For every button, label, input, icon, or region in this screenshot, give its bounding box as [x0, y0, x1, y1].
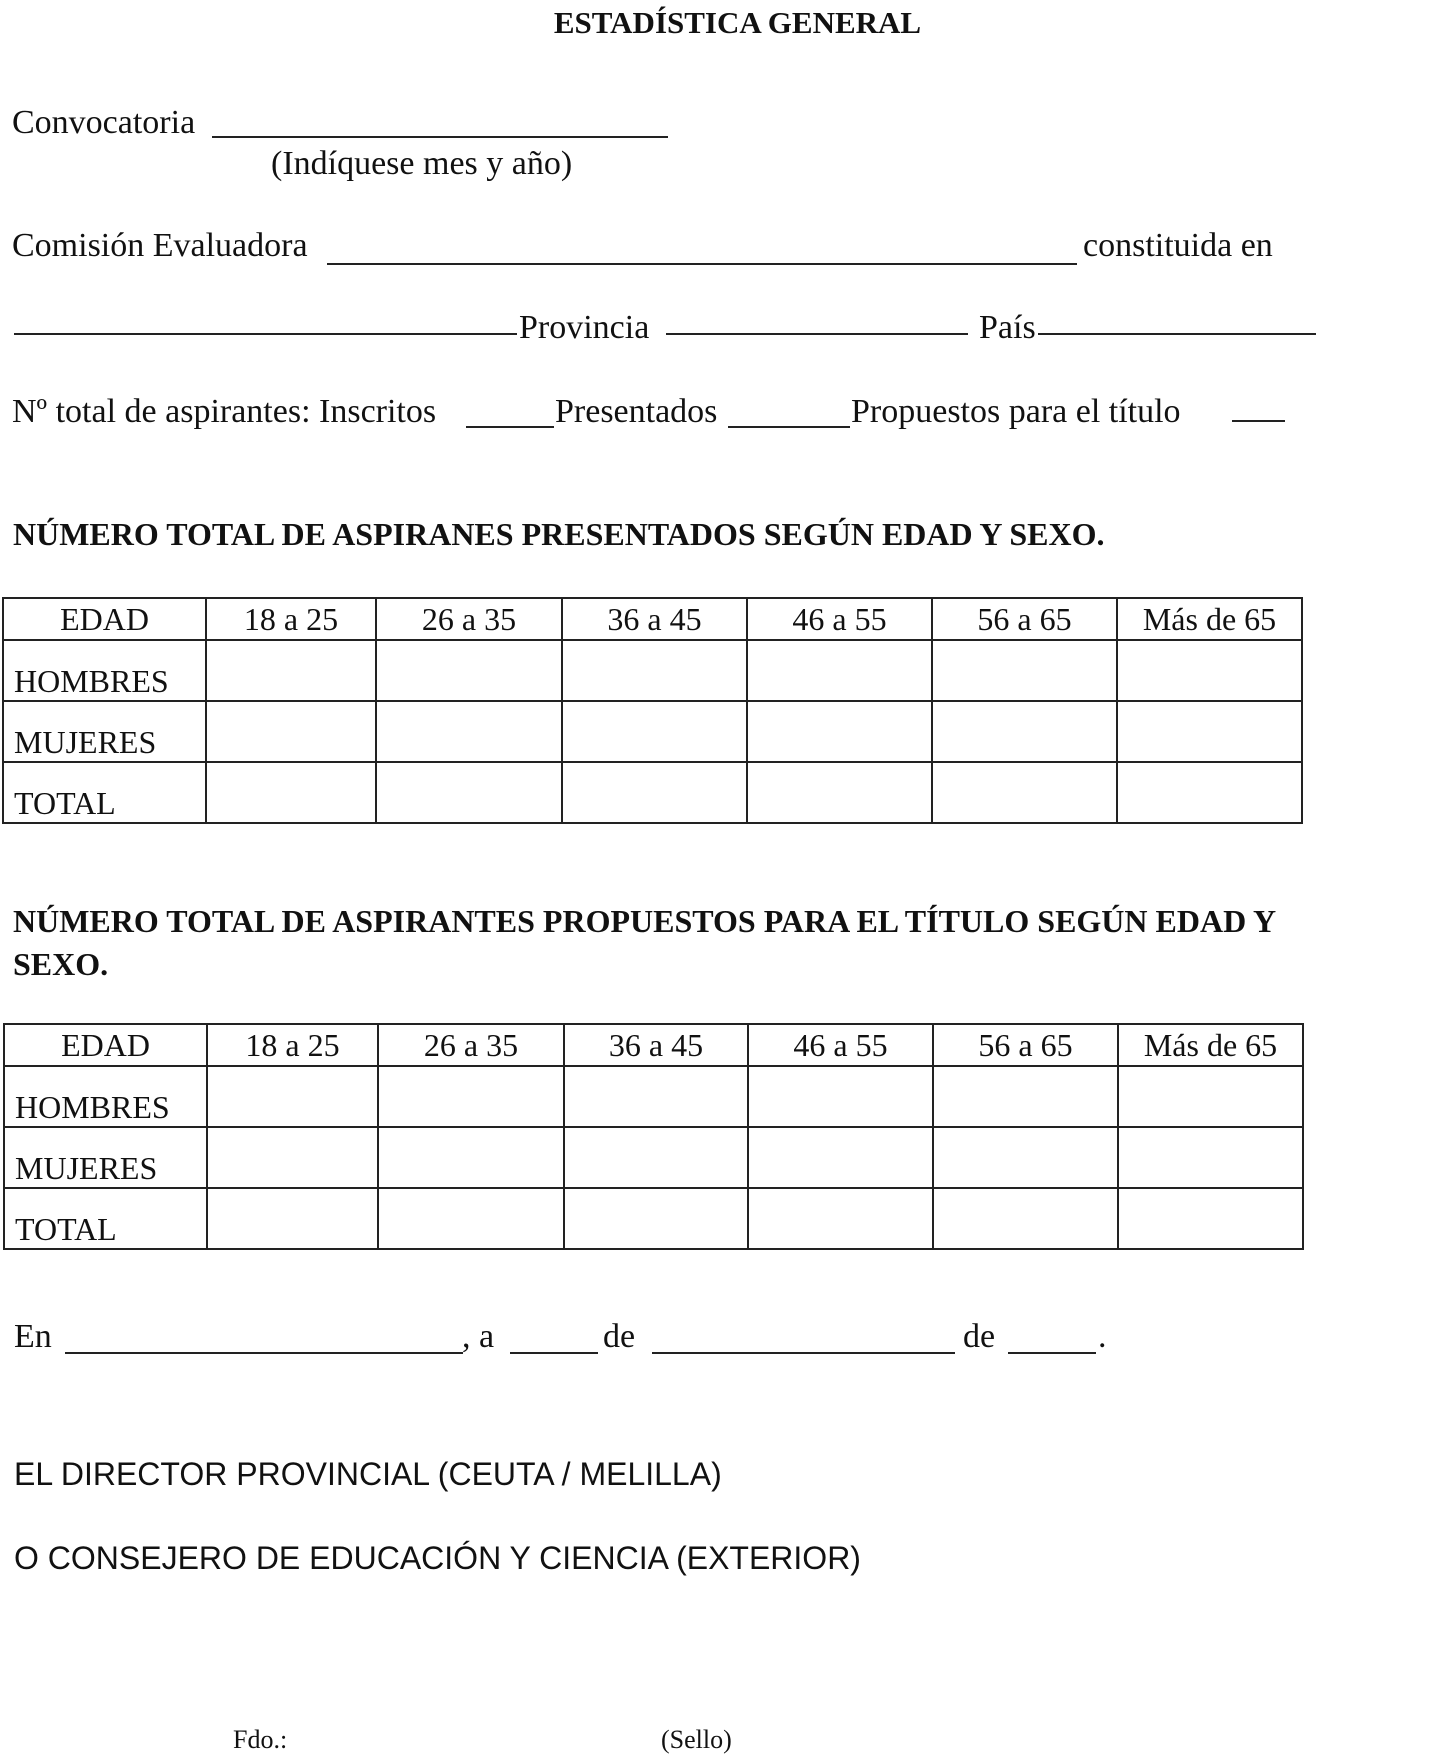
header-cell: 46 a 55 [748, 1024, 933, 1066]
sello-label: (Sello) [661, 1725, 732, 1754]
header-cell: 56 a 65 [932, 598, 1117, 640]
input-cell[interactable] [933, 1127, 1118, 1188]
section2-heading-line2: SEXO. [13, 946, 109, 982]
input-cell[interactable] [376, 640, 562, 701]
date-dot: . [1098, 1318, 1107, 1355]
input-cell[interactable] [1117, 701, 1302, 762]
input-cell[interactable] [207, 1066, 378, 1127]
convocatoria-field[interactable] [212, 136, 668, 138]
header-cell: 46 a 55 [747, 598, 932, 640]
comision-field[interactable] [327, 263, 1077, 265]
input-cell[interactable] [748, 1066, 933, 1127]
provincia-field[interactable] [666, 333, 968, 335]
input-cell[interactable] [378, 1127, 564, 1188]
year-field[interactable] [1008, 1352, 1096, 1354]
date-de2-label: de [963, 1318, 996, 1355]
input-cell[interactable] [207, 1188, 378, 1249]
input-cell[interactable] [207, 1127, 378, 1188]
input-cell[interactable] [932, 762, 1117, 823]
input-cell[interactable] [933, 1188, 1118, 1249]
fdo-label: Fdo.: [233, 1725, 288, 1754]
table-header-row [3, 598, 1302, 640]
signature-line1: EL DIRECTOR PROVINCIAL (CEUTA / MELILLA) [14, 1456, 722, 1492]
propuestos-label: Propuestos para el título [851, 393, 1181, 430]
input-cell[interactable] [933, 1066, 1118, 1127]
header-cell: EDAD [4, 1024, 207, 1066]
row-label: TOTAL [4, 1188, 207, 1249]
presentados-label: Presentados [555, 393, 718, 430]
comision-suffix: constituida en [1083, 227, 1273, 264]
convocatoria-hint: (Indíquese mes y año) [271, 145, 573, 182]
provincia-label: Provincia [519, 309, 650, 346]
date-a-label: , a [462, 1318, 495, 1355]
header-cell: 18 a 25 [206, 598, 376, 640]
row-label: MUJERES [3, 701, 206, 762]
header-cell: EDAD [3, 598, 206, 640]
pais-field[interactable] [1038, 333, 1316, 335]
header-cell: Más de 65 [1118, 1024, 1303, 1066]
table-row [4, 1188, 1303, 1249]
header-cell: 18 a 25 [207, 1024, 378, 1066]
date-de1-label: de [603, 1318, 636, 1355]
page-title: ESTADÍSTICA GENERAL [553, 5, 922, 40]
month-field[interactable] [652, 1352, 955, 1354]
input-cell[interactable] [378, 1066, 564, 1127]
row-label: HOMBRES [3, 640, 206, 701]
input-cell[interactable] [932, 701, 1117, 762]
input-cell[interactable] [206, 701, 376, 762]
row-label: MUJERES [4, 1127, 207, 1188]
section1-heading: NÚMERO TOTAL DE ASPIRANES PRESENTADOS SEGÚN EDAD Y SEXO. [13, 516, 1105, 552]
presentados-field[interactable] [728, 426, 850, 428]
input-cell[interactable] [564, 1066, 748, 1127]
header-cell: 36 a 45 [564, 1024, 748, 1066]
input-cell[interactable] [748, 1188, 933, 1249]
locality-field[interactable] [14, 333, 517, 335]
header-cell: Más de 65 [1117, 598, 1302, 640]
header-cell: 56 a 65 [933, 1024, 1118, 1066]
date-en-label: En [14, 1318, 52, 1355]
input-cell[interactable] [564, 1127, 748, 1188]
input-cell[interactable] [1117, 640, 1302, 701]
input-cell[interactable] [1118, 1127, 1303, 1188]
propuestos-field[interactable] [1232, 420, 1285, 422]
section2-heading-line1: NÚMERO TOTAL DE ASPIRANTES PROPUESTOS PARA EL TÍTULO SEGÚN EDAD Y [13, 903, 1277, 939]
header-cell: 36 a 45 [562, 598, 747, 640]
table-row [3, 640, 1302, 701]
input-cell[interactable] [1118, 1188, 1303, 1249]
input-cell[interactable] [206, 640, 376, 701]
input-cell[interactable] [564, 1188, 748, 1249]
input-cell[interactable] [1117, 762, 1302, 823]
day-field[interactable] [510, 1352, 598, 1354]
pais-label: País [979, 309, 1036, 346]
row-label: HOMBRES [4, 1066, 207, 1127]
comision-label: Comisión Evaluadora [12, 227, 308, 264]
convocatoria-label: Convocatoria [12, 104, 196, 141]
table-row [4, 1066, 1303, 1127]
inscritos-field[interactable] [466, 426, 554, 428]
signature-line2: O CONSEJERO DE EDUCACIÓN Y CIENCIA (EXTERIOR) [14, 1540, 861, 1576]
input-cell[interactable] [206, 762, 376, 823]
input-cell[interactable] [562, 701, 747, 762]
input-cell[interactable] [376, 762, 562, 823]
propuestos-table [3, 1023, 1304, 1250]
presentados-table [2, 597, 1303, 824]
row-label: TOTAL [3, 762, 206, 823]
input-cell[interactable] [747, 701, 932, 762]
table-row [3, 762, 1302, 823]
input-cell[interactable] [376, 701, 562, 762]
input-cell[interactable] [747, 640, 932, 701]
input-cell[interactable] [747, 762, 932, 823]
input-cell[interactable] [1118, 1066, 1303, 1127]
input-cell[interactable] [562, 762, 747, 823]
table-header-row [4, 1024, 1303, 1066]
header-cell: 26 a 35 [378, 1024, 564, 1066]
city-field[interactable] [65, 1352, 463, 1354]
input-cell[interactable] [378, 1188, 564, 1249]
input-cell[interactable] [748, 1127, 933, 1188]
table-row [4, 1127, 1303, 1188]
input-cell[interactable] [562, 640, 747, 701]
inscritos-label: Nº total de aspirantes: Inscritos [12, 393, 437, 430]
header-cell: 26 a 35 [376, 598, 562, 640]
table-row [3, 701, 1302, 762]
input-cell[interactable] [932, 640, 1117, 701]
